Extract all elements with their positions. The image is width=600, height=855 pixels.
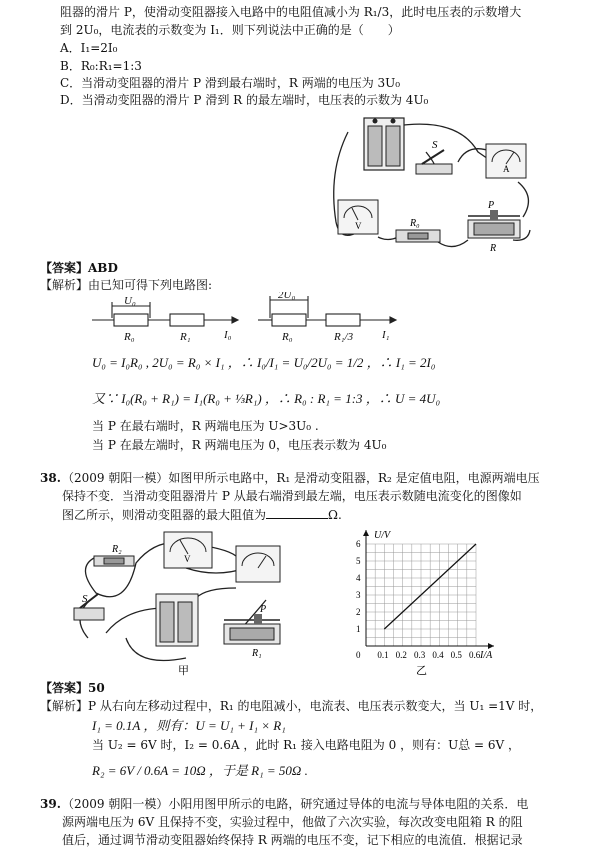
resistor-r2-icon [94, 544, 134, 566]
q38-unit: Ω. [328, 508, 342, 522]
r2-label: R₂ [112, 544, 122, 555]
q37-circuit-figure [318, 112, 540, 254]
voltmeter-icon [164, 532, 212, 568]
q38-chart-yi [336, 528, 506, 678]
x-tick-label: 0.5 [450, 650, 462, 660]
q38-analysis-line4: R₂ = 6V / 0.6A = 10Ω ，于是 R₁ = 50Ω . [92, 763, 308, 778]
q37-option-c: C．当滑动变阻器的滑片 P 滑到最右端时，R 两端的电压为 3U₀ [60, 76, 401, 90]
y-tick-label: 6 [356, 539, 361, 549]
q37-equation-1: U₀ = I₀R₀ , 2U₀ = R₀ × I₁ ，∴ I₀/I₁ = U₀/2U₀ = 1/2 ，∴ I₁ = 2I₀ [92, 355, 436, 370]
figure-jia-label: 甲 [178, 665, 189, 676]
x-tick-label: 0.4 [432, 650, 444, 660]
slider-p-label: P [488, 200, 495, 211]
voltmeter-label: V [184, 554, 191, 564]
circ1-u0: U₀ [124, 295, 136, 307]
rheostat-icon [224, 604, 280, 659]
slider-p-label: P [260, 604, 267, 615]
switch-icon [416, 139, 452, 174]
q38-answer: 【答案】50 [40, 681, 105, 695]
voltmeter-icon [338, 200, 378, 234]
q37-option-b: B．R₀:R₁=1:3 [60, 59, 142, 73]
switch-label: S [432, 139, 438, 151]
q37-option-d: D．当滑动变阻器的滑片 P 滑到 R 的最左端时，电压表的示数为 4U₀ [60, 93, 429, 107]
q37-schematic [90, 292, 400, 344]
x-tick-label: 0.3 [414, 650, 426, 660]
chart-x-axis-label: I/A [480, 650, 493, 661]
q39-line3: 值后，通过调节滑动变阻器始终保持 R 两端的电压不变，记下相应的电流值．根据记录 [62, 833, 523, 847]
ammeter-icon [486, 144, 526, 178]
q39-line2: 源两端电压为 6V 且保持不变，实验过程中，他做了六次实验，每次改变电阻箱 R 的阻 [62, 815, 523, 829]
q37-equation-4: 当 P 在最左端时，R 两端电压为 0，电压表示数为 4U₀ [92, 438, 387, 452]
voltmeter-label: V [355, 221, 362, 231]
y-tick-label: 2 [356, 607, 361, 617]
x-tick-label: 0.6 [469, 650, 481, 660]
q39-number: 39. [40, 797, 61, 811]
q37-stem-line2: 到 2U₀，电流表的示数变为 I₁．则下列说法中正确的是（ ） [60, 23, 400, 37]
q38-stem-text: 图乙所示，则滑动变阻器的最大阻值为 [62, 508, 267, 522]
switch-icon [74, 593, 104, 620]
rheostat-r1-label: R₁ [252, 648, 262, 659]
q37-answer: 【答案】ABD [40, 261, 118, 275]
ammeter-icon [236, 546, 280, 582]
chart-axes [363, 530, 494, 649]
circ2-r1-third: R₁/3 [334, 331, 354, 343]
q37-equation-2: 又∵ I₀(R₀ + R₁) = I₁(R₀ + ⅓R₁) ，∴ R₀ : R₁ = 1:3 ，∴ U = 4U₀ [92, 391, 441, 406]
answer-blank[interactable] [266, 506, 328, 519]
q38-analysis-line1: 【解析】P 从右向左移动过程中，R₁ 的电阻减小，电流表、电压表示数变大，当 U₁ =1V 时， [40, 699, 543, 713]
x-tick-label: 0.2 [395, 650, 407, 660]
circ1-r0: R₀ [124, 331, 135, 343]
y-tick-label: 1 [356, 624, 361, 634]
q37-stem-line1: 阻器的滑片 P，使滑动变阻器接入电路中的电阻值减小为 R₁/3，此时电压表的示数增大 [60, 5, 522, 19]
circ1-i0: I₀ [224, 329, 232, 341]
resistor-r0-icon [396, 218, 440, 242]
y-tick-label: 4 [356, 573, 361, 583]
circ2-i1: I₁ [382, 329, 390, 341]
figure-yi-label: 乙 [416, 665, 427, 677]
circ1-r1: R₁ [180, 331, 191, 343]
origin-label: 0 [356, 650, 361, 660]
battery-icon [364, 118, 404, 170]
q38-number: 38. [40, 471, 61, 485]
switch-label: S [82, 593, 88, 605]
rheostat-icon [468, 200, 520, 254]
q37-equation-3: 当 P 在最右端时，R 两端电压为 U>3U₀ . [92, 419, 319, 433]
ammeter-label: A [503, 164, 510, 174]
q38-stem-line1: （2009 朝阳一模）如图甲所示电路中，R₁ 是滑动变阻器，R₂ 是定值电阻，电源两端电压 [62, 471, 540, 485]
circ2-2u0: 2U₀ [278, 292, 296, 301]
q37-option-a: A．I₁=2I₀ [60, 41, 118, 55]
q38-stem-line2: 保持不变．当滑动变阻器滑片 P 从最右端滑到最左端，电压表示数随电流变化的图像如 [62, 489, 522, 503]
y-tick-label: 3 [356, 590, 361, 600]
x-axis-arrow [488, 643, 494, 649]
y-axis-arrow [363, 530, 369, 536]
q38-figure-jia [66, 528, 294, 676]
q39-line1: （2009 朝阳一模）小阳用图甲所示的电路，研究通过导体的电流与导体电阻的关系．电 [62, 797, 529, 811]
q38-stem-line3 [62, 506, 342, 524]
battery-icon [156, 594, 198, 646]
r0-label: R₀ [410, 218, 420, 229]
circ2-r0: R₀ [282, 331, 293, 343]
q38-analysis-line3: 当 U₂ = 6V 时，I₂ = 0.6A ，此时 R₁ 接入电路电阻为 0 ，则有：U总 = 6V ， [92, 738, 520, 752]
y-tick-label: 5 [356, 556, 361, 566]
q37-analysis-intro: 【解析】由已知可得下列电路图: [40, 278, 213, 292]
x-tick-label: 0.1 [377, 650, 389, 660]
q38-analysis-line2: I₁ = 0.1A ，则有：U = U₁ + I₁ × R₁ [92, 718, 286, 733]
chart-y-axis-label: U/V [374, 530, 391, 541]
rheostat-r-label: R [490, 243, 497, 254]
